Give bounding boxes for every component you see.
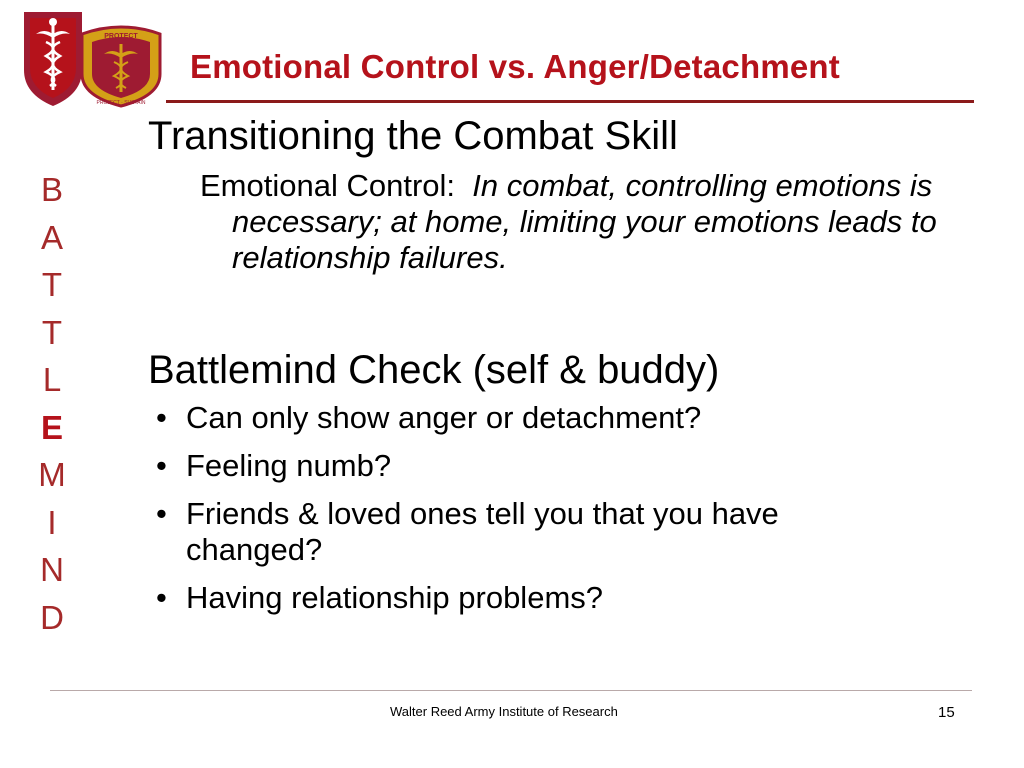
list-item-text: Feeling numb?: [186, 448, 392, 483]
list-item: [148, 496, 906, 568]
crest-text-bottom: PROJECT · SUSTAIN: [96, 100, 146, 106]
vertical-letter: B: [40, 171, 63, 208]
vertical-letter: A: [40, 218, 63, 256]
vertical-letter: L: [42, 361, 62, 398]
skill-description: In combat, controlling emotions is necessary; at home, limiting your emotions leads to relationship failures.: [232, 168, 937, 275]
vertical-letter: T: [41, 313, 63, 351]
battlemind-vertical-word: [24, 166, 80, 641]
protect-sustain-crest-icon: [74, 24, 168, 108]
check-heading: Battlemind Check (self & buddy): [148, 348, 720, 392]
slide-body: [148, 110, 968, 628]
bullet-icon: •: [156, 400, 167, 435]
vertical-letter-emphasized: E: [40, 408, 63, 446]
bullet-icon: •: [156, 448, 167, 483]
list-item-text: Having relationship problems?: [186, 580, 604, 615]
crest-text-top: PROTECT: [104, 33, 138, 40]
footer-divider: [50, 690, 972, 691]
list-item: [148, 580, 906, 616]
check-list: [148, 400, 968, 616]
skill-paragraph: [200, 168, 972, 276]
title-divider: [166, 100, 974, 103]
list-item: [148, 400, 906, 436]
vertical-letter: T: [41, 266, 63, 303]
footer-organization: Walter Reed Army Institute of Research: [390, 704, 618, 719]
logo-group: [18, 8, 168, 113]
vertical-letter: D: [40, 598, 64, 636]
skill-label: Emotional Control:: [200, 168, 456, 203]
vertical-letter: I: [47, 503, 57, 541]
list-item: [148, 448, 906, 484]
section-heading: Transitioning the Combat Skill: [148, 114, 678, 158]
list-item-text: Can only show anger or detachment?: [186, 400, 702, 435]
list-item-text: Friends & loved ones tell you that you have changed?: [186, 496, 779, 567]
page-number: 15: [938, 704, 955, 721]
vertical-letter: N: [40, 551, 64, 588]
bullet-icon: •: [156, 580, 167, 615]
bullet-icon: •: [156, 496, 167, 531]
vertical-letter: M: [38, 456, 66, 493]
slide-title: Emotional Control vs. Anger/Detachment: [190, 48, 840, 85]
